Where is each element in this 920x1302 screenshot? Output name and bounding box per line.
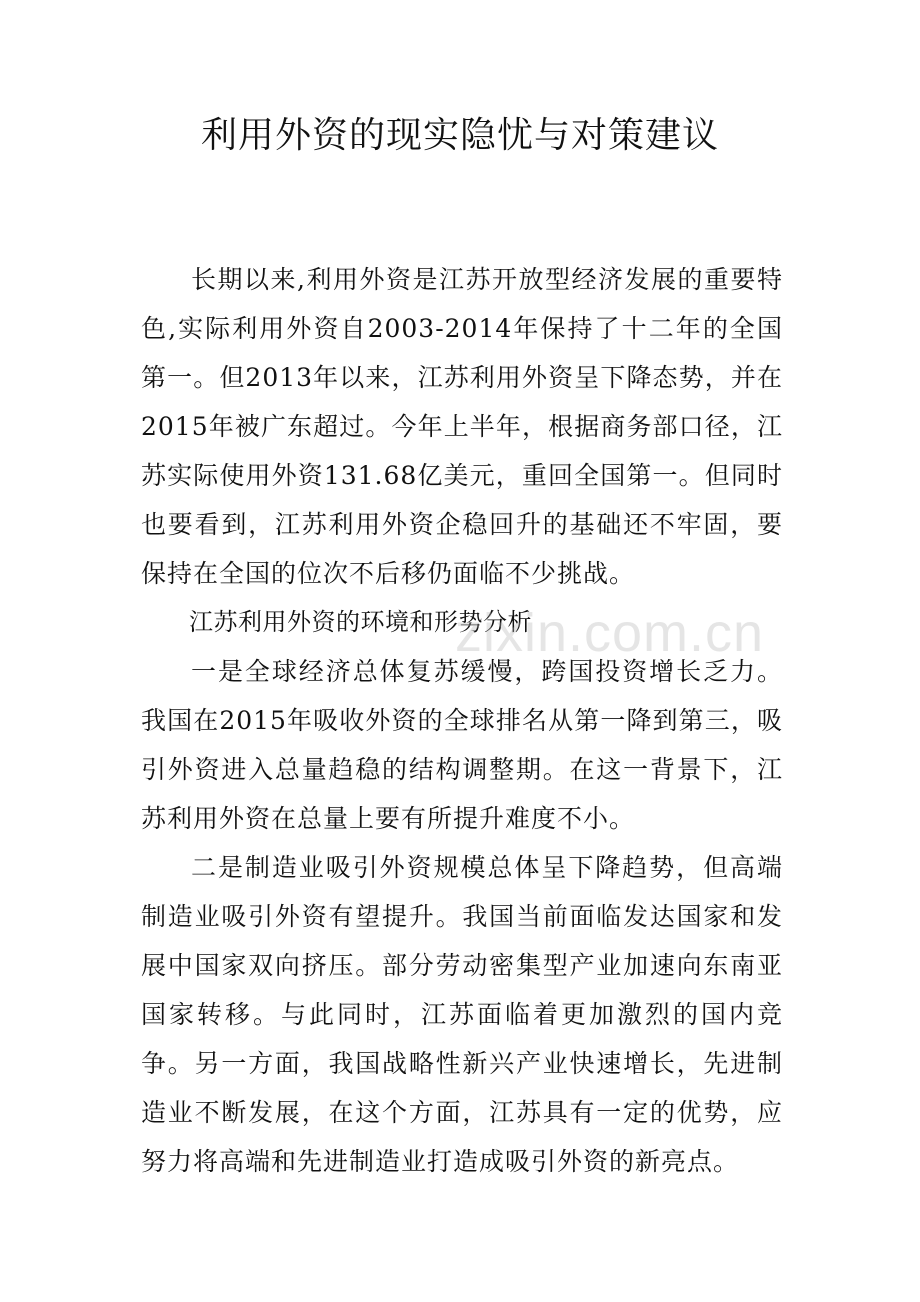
section-heading: 江苏利用外资的环境和形势分析 [189,608,532,636]
watermark: zixin.com.cn [455,603,765,663]
document-body [141,255,783,1186]
paragraph-point-one: 一是全球经济总体复苏缓慢，跨国投资增长乏力。我国在2015年吸收外资的全球排名从第一降到第三，吸引外资进入总量趋稳的结构调整期。在这一背景下，江苏利用外资在总量上要有所提升难度不小。 [141,657,783,833]
paragraph-intro: 长期以来,利用外资是江苏开放型经济发展的重要特色,实际利用外资自2003-2014年保持了十二年的全国第一。但2013年以来，江苏利用外资呈下降态势，并在2015年被广东超过。今年上半年，根据商务部口径，江苏实际使用外资131.68亿美元，重回全国第一。但同时也要看到，江苏利用外资企稳回升的基础还不牢固，要保持在全国的位次不后移仍面临不少挑战。 [141,265,783,588]
document-title: 利用外资的现实隐忧与对策建议 [200,115,719,156]
paragraph-point-two: 二是制造业吸引外资规模总体呈下降趋势，但高端制造业吸引外资有望提升。我国当前面临发达国家和发展中国家双向挤压。部分劳动密集型产业加速向东南亚国家转移。与此同时，江苏面临着更加激烈的国内竞争。另一方面，我国战略性新兴产业快速增长，先进制造业不断发展，在这个方面，江苏具有一定的优势，应努力将高端和先进制造业打造成吸引外资的新亮点。 [141,853,783,1176]
